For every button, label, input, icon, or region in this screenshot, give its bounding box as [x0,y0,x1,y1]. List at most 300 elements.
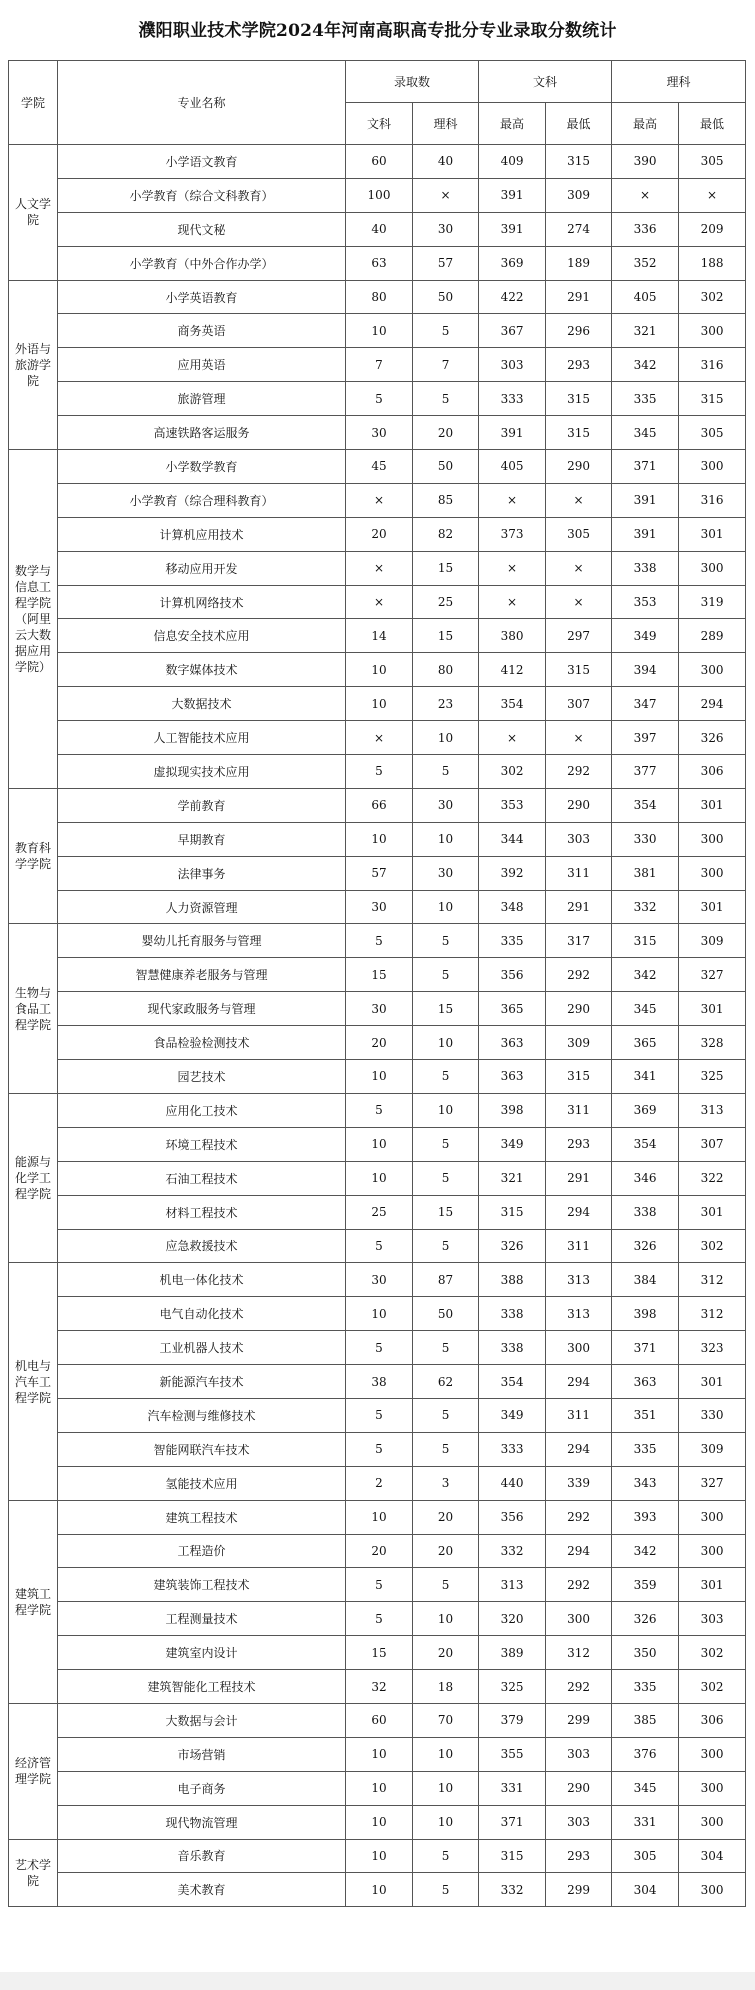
science-min-score: 300 [679,551,746,585]
table-row [9,178,746,212]
science-min-score: 289 [679,619,746,653]
arts-max-score: 338 [479,1297,546,1331]
science-min-score: 300 [679,1534,746,1568]
arts-min-score: 290 [546,992,612,1026]
table-row [9,1636,746,1670]
science-min-score: 305 [679,145,746,179]
arts-max-score: 331 [479,1771,546,1805]
table-row [9,585,746,619]
admit-science-count: 20 [413,416,479,450]
admit-arts-count: 60 [346,145,413,179]
arts-min-score: 313 [546,1263,612,1297]
table-row [9,721,746,755]
science-min-score: 302 [679,1670,746,1704]
admit-arts-count: 2 [346,1466,413,1500]
admit-science-count: 10 [413,1093,479,1127]
admit-science-count: 5 [413,382,479,416]
arts-min-score: × [546,483,612,517]
arts-max-score: 344 [479,822,546,856]
science-min-score: 300 [679,1805,746,1839]
science-max-score: 391 [612,517,679,551]
admit-arts-count: 30 [346,992,413,1026]
arts-max-score: 354 [479,687,546,721]
arts-max-score: × [479,483,546,517]
admit-arts-count: 45 [346,450,413,484]
science-max-score: 342 [612,1534,679,1568]
major-name: 婴幼儿托育服务与管理 [58,924,346,958]
science-min-score: 327 [679,1466,746,1500]
table-row [9,1703,746,1737]
arts-max-score: 315 [479,1195,546,1229]
arts-min-score: × [546,551,612,585]
science-min-score: 300 [679,856,746,890]
science-min-score: 305 [679,416,746,450]
major-name: 现代家政服务与管理 [58,992,346,1026]
table-row [9,1873,746,1907]
science-min-score: 328 [679,1026,746,1060]
arts-max-score: 440 [479,1466,546,1500]
admit-arts-count: 10 [346,822,413,856]
admit-arts-count: 80 [346,280,413,314]
science-min-score: 301 [679,1195,746,1229]
arts-min-score: 291 [546,890,612,924]
science-min-score: 301 [679,1365,746,1399]
table-row [9,822,746,856]
arts-max-score: 321 [479,1161,546,1195]
arts-max-score: 348 [479,890,546,924]
table-row [9,755,746,789]
admit-science-count: 7 [413,348,479,382]
major-name: 智能网联汽车技术 [58,1432,346,1466]
science-max-score: 331 [612,1805,679,1839]
science-min-score: 323 [679,1331,746,1365]
college-name: 生物与食品工程学院 [9,924,58,1093]
admit-arts-count: 5 [346,1229,413,1263]
major-name: 市场营销 [58,1737,346,1771]
arts-max-score: 320 [479,1602,546,1636]
arts-max-score: 380 [479,619,546,653]
table-row [9,1229,746,1263]
admit-science-count: 10 [413,1602,479,1636]
arts-max-score: 373 [479,517,546,551]
table-row [9,1365,746,1399]
science-min-score: 300 [679,1771,746,1805]
arts-max-score: 409 [479,145,546,179]
arts-max-score: 391 [479,212,546,246]
table-row [9,653,746,687]
admit-arts-count: 5 [346,1568,413,1602]
arts-min-score: 300 [546,1602,612,1636]
arts-max-score: 363 [479,1026,546,1060]
college-name: 建筑工程学院 [9,1500,58,1703]
admit-arts-count: 10 [346,1805,413,1839]
science-max-score: 393 [612,1500,679,1534]
admit-science-count: 5 [413,924,479,958]
arts-min-score: 294 [546,1534,612,1568]
admit-arts-count: × [346,721,413,755]
arts-min-score: 292 [546,1500,612,1534]
table-row [9,1670,746,1704]
table-row [9,280,746,314]
table-row [9,992,746,1026]
major-name: 计算机应用技术 [58,517,346,551]
admit-arts-count: × [346,551,413,585]
science-max-score: 394 [612,653,679,687]
admit-science-count: 5 [413,1060,479,1094]
table-row [9,1500,746,1534]
arts-max-score: 356 [479,958,546,992]
science-max-score: 335 [612,1432,679,1466]
major-name: 应用英语 [58,348,346,382]
admit-arts-count: 10 [346,1161,413,1195]
arts-min-score: 292 [546,1670,612,1704]
admit-arts-count: 10 [346,1500,413,1534]
table-row [9,890,746,924]
arts-max-score: 332 [479,1534,546,1568]
science-max-score: 385 [612,1703,679,1737]
admit-science-count: 5 [413,1127,479,1161]
header-college: 学院 [9,61,58,145]
major-name: 现代物流管理 [58,1805,346,1839]
major-name: 应用化工技术 [58,1093,346,1127]
arts-max-score: 391 [479,178,546,212]
college-name: 艺术学院 [9,1839,58,1907]
table-row [9,1127,746,1161]
admit-science-count: 50 [413,280,479,314]
science-min-score: 302 [679,280,746,314]
major-name: 园艺技术 [58,1060,346,1094]
header-arts-min: 最低 [546,103,612,145]
arts-min-score: × [546,585,612,619]
arts-min-score: 311 [546,1093,612,1127]
college-name: 教育科学学院 [9,788,58,924]
admit-arts-count: 32 [346,1670,413,1704]
admit-arts-count: 10 [346,1873,413,1907]
admit-arts-count: × [346,483,413,517]
science-min-score: 302 [679,1229,746,1263]
science-min-score: 313 [679,1093,746,1127]
major-name: 小学教育（综合文科教育） [58,178,346,212]
major-name: 材料工程技术 [58,1195,346,1229]
admit-arts-count: 25 [346,1195,413,1229]
table-row [9,856,746,890]
arts-min-score: 317 [546,924,612,958]
admit-arts-count: 10 [346,314,413,348]
major-name: 现代文秘 [58,212,346,246]
table-row [9,212,746,246]
admit-science-count: 40 [413,145,479,179]
arts-max-score: 392 [479,856,546,890]
arts-min-score: 297 [546,619,612,653]
arts-min-score: 294 [546,1365,612,1399]
science-min-score: 301 [679,890,746,924]
major-name: 数字媒体技术 [58,653,346,687]
arts-min-score: 307 [546,687,612,721]
admit-arts-count: 5 [346,924,413,958]
science-max-score: 352 [612,246,679,280]
admit-arts-count: 5 [346,1331,413,1365]
admit-science-count: 30 [413,212,479,246]
table-row [9,687,746,721]
admit-science-count: 10 [413,822,479,856]
admit-science-count: 5 [413,1161,479,1195]
admit-science-count: 57 [413,246,479,280]
major-name: 小学教育（综合理科教育） [58,483,346,517]
science-min-score: 315 [679,382,746,416]
arts-min-score: 309 [546,1026,612,1060]
major-name: 建筑智能化工程技术 [58,1670,346,1704]
arts-max-score: 389 [479,1636,546,1670]
admit-arts-count: 15 [346,1636,413,1670]
science-min-score: 300 [679,450,746,484]
arts-max-score: 371 [479,1805,546,1839]
science-max-score: 338 [612,551,679,585]
table-row [9,1093,746,1127]
arts-min-score: 290 [546,1771,612,1805]
science-max-score: 365 [612,1026,679,1060]
arts-min-score: 293 [546,1127,612,1161]
major-name: 建筑装饰工程技术 [58,1568,346,1602]
admit-science-count: 50 [413,450,479,484]
admit-science-count: 5 [413,755,479,789]
science-min-score: 316 [679,483,746,517]
arts-min-score: 291 [546,280,612,314]
admit-science-count: 5 [413,1398,479,1432]
science-max-score: 359 [612,1568,679,1602]
admit-science-count: 5 [413,314,479,348]
arts-max-score: 335 [479,924,546,958]
table-row [9,1568,746,1602]
arts-min-score: 315 [546,416,612,450]
arts-max-score: 363 [479,1060,546,1094]
arts-min-score: 311 [546,856,612,890]
major-name: 工程造价 [58,1534,346,1568]
science-min-score: 304 [679,1839,746,1873]
major-name: 工程测量技术 [58,1602,346,1636]
arts-min-score: 189 [546,246,612,280]
admit-arts-count: 20 [346,1026,413,1060]
arts-min-score: 311 [546,1229,612,1263]
arts-min-score: 290 [546,788,612,822]
science-max-score: 354 [612,788,679,822]
admit-science-count: 20 [413,1636,479,1670]
major-name: 智慧健康养老服务与管理 [58,958,346,992]
admit-science-count: 20 [413,1500,479,1534]
header-admit-arts: 文科 [346,103,413,145]
admit-arts-count: 5 [346,1093,413,1127]
header-major: 专业名称 [58,61,346,145]
table-row [9,1466,746,1500]
admit-science-count: 10 [413,1805,479,1839]
admit-science-count: 30 [413,856,479,890]
science-max-score: 342 [612,348,679,382]
science-max-score: 369 [612,1093,679,1127]
admit-science-count: 5 [413,1432,479,1466]
admit-science-count: 15 [413,992,479,1026]
science-max-score: 343 [612,1466,679,1500]
science-min-score: 294 [679,687,746,721]
science-min-score: 312 [679,1263,746,1297]
table-row [9,1771,746,1805]
science-max-score: 398 [612,1297,679,1331]
arts-min-score: 303 [546,1805,612,1839]
arts-max-score: 313 [479,1568,546,1602]
admit-science-count: 10 [413,1771,479,1805]
table-row [9,246,746,280]
table-row [9,1060,746,1094]
arts-min-score: 315 [546,382,612,416]
admit-science-count: 15 [413,619,479,653]
admit-science-count: 10 [413,721,479,755]
admit-science-count: 82 [413,517,479,551]
science-min-score: 316 [679,348,746,382]
admit-arts-count: 10 [346,1127,413,1161]
admit-arts-count: × [346,585,413,619]
science-min-score: 312 [679,1297,746,1331]
admit-science-count: 25 [413,585,479,619]
arts-min-score: 296 [546,314,612,348]
arts-max-score: 356 [479,1500,546,1534]
table-row [9,1161,746,1195]
arts-max-score: 333 [479,1432,546,1466]
admit-science-count: 62 [413,1365,479,1399]
header-science-max: 最高 [612,103,679,145]
admit-science-count: 5 [413,1229,479,1263]
science-min-score: 330 [679,1398,746,1432]
table-row [9,348,746,382]
arts-min-score: 292 [546,1568,612,1602]
arts-max-score: 365 [479,992,546,1026]
science-max-score: 326 [612,1229,679,1263]
table-row [9,416,746,450]
arts-min-score: 300 [546,1331,612,1365]
major-name: 氢能技术应用 [58,1466,346,1500]
table-row [9,1534,746,1568]
major-name: 小学语文教育 [58,145,346,179]
science-max-score: 391 [612,483,679,517]
arts-min-score: × [546,721,612,755]
admit-arts-count: 5 [346,382,413,416]
major-name: 小学教育（中外合作办学） [58,246,346,280]
science-min-score: 327 [679,958,746,992]
admit-arts-count: 14 [346,619,413,653]
science-max-score: 338 [612,1195,679,1229]
arts-max-score: 315 [479,1839,546,1873]
arts-min-score: 274 [546,212,612,246]
table-row [9,517,746,551]
science-min-score: × [679,178,746,212]
science-min-score: 306 [679,1703,746,1737]
science-max-score: 405 [612,280,679,314]
major-name: 旅游管理 [58,382,346,416]
table-row [9,1398,746,1432]
admit-arts-count: 10 [346,653,413,687]
arts-min-score: 315 [546,145,612,179]
major-name: 音乐教育 [58,1839,346,1873]
science-max-score: 347 [612,687,679,721]
major-name: 商务英语 [58,314,346,348]
admit-arts-count: 30 [346,416,413,450]
arts-max-score: 398 [479,1093,546,1127]
major-name: 机电一体化技术 [58,1263,346,1297]
science-max-score: 377 [612,755,679,789]
major-name: 学前教育 [58,788,346,822]
science-min-score: 302 [679,1636,746,1670]
arts-min-score: 313 [546,1297,612,1331]
science-max-score: 336 [612,212,679,246]
science-min-score: 300 [679,1873,746,1907]
admit-arts-count: 66 [346,788,413,822]
science-max-score: 371 [612,450,679,484]
science-max-score: 376 [612,1737,679,1771]
admit-arts-count: 10 [346,1839,413,1873]
science-max-score: 304 [612,1873,679,1907]
header-science: 理科 [612,61,746,103]
major-name: 美术教育 [58,1873,346,1907]
table-row [9,1263,746,1297]
bottom-gray-strip [0,1972,755,1990]
arts-max-score: 326 [479,1229,546,1263]
science-max-score: 346 [612,1161,679,1195]
science-max-score: 345 [612,416,679,450]
science-min-score: 300 [679,822,746,856]
major-name: 小学数学教育 [58,450,346,484]
major-name: 大数据与会计 [58,1703,346,1737]
major-name: 信息安全技术应用 [58,619,346,653]
arts-min-score: 294 [546,1195,612,1229]
table-row [9,619,746,653]
admit-science-count: 5 [413,1839,479,1873]
admit-science-count: 15 [413,551,479,585]
arts-min-score: 303 [546,1737,612,1771]
science-max-score: 315 [612,924,679,958]
arts-max-score: 388 [479,1263,546,1297]
arts-max-score: 333 [479,382,546,416]
admit-science-count: 5 [413,1873,479,1907]
table-row [9,1026,746,1060]
science-min-score: 326 [679,721,746,755]
admit-arts-count: 10 [346,1771,413,1805]
college-name: 能源与化学工程学院 [9,1093,58,1262]
science-min-score: 301 [679,788,746,822]
admit-arts-count: 63 [346,246,413,280]
arts-max-score: 369 [479,246,546,280]
science-max-score: 350 [612,1636,679,1670]
header-science-min: 最低 [679,103,746,145]
science-max-score: 354 [612,1127,679,1161]
science-max-score: 351 [612,1398,679,1432]
science-min-score: 306 [679,755,746,789]
science-max-score: 390 [612,145,679,179]
admit-arts-count: 30 [346,1263,413,1297]
table-row [9,382,746,416]
arts-min-score: 309 [546,178,612,212]
arts-max-score: 349 [479,1127,546,1161]
arts-max-score: 422 [479,280,546,314]
arts-max-score: × [479,585,546,619]
admit-science-count: 18 [413,1670,479,1704]
arts-min-score: 294 [546,1432,612,1466]
table-row [9,314,746,348]
major-name: 移动应用开发 [58,551,346,585]
admit-arts-count: 10 [346,687,413,721]
arts-min-score: 292 [546,958,612,992]
admit-arts-count: 60 [346,1703,413,1737]
science-max-score: 332 [612,890,679,924]
major-name: 早期教育 [58,822,346,856]
admit-science-count: 5 [413,958,479,992]
science-min-score: 300 [679,1737,746,1771]
